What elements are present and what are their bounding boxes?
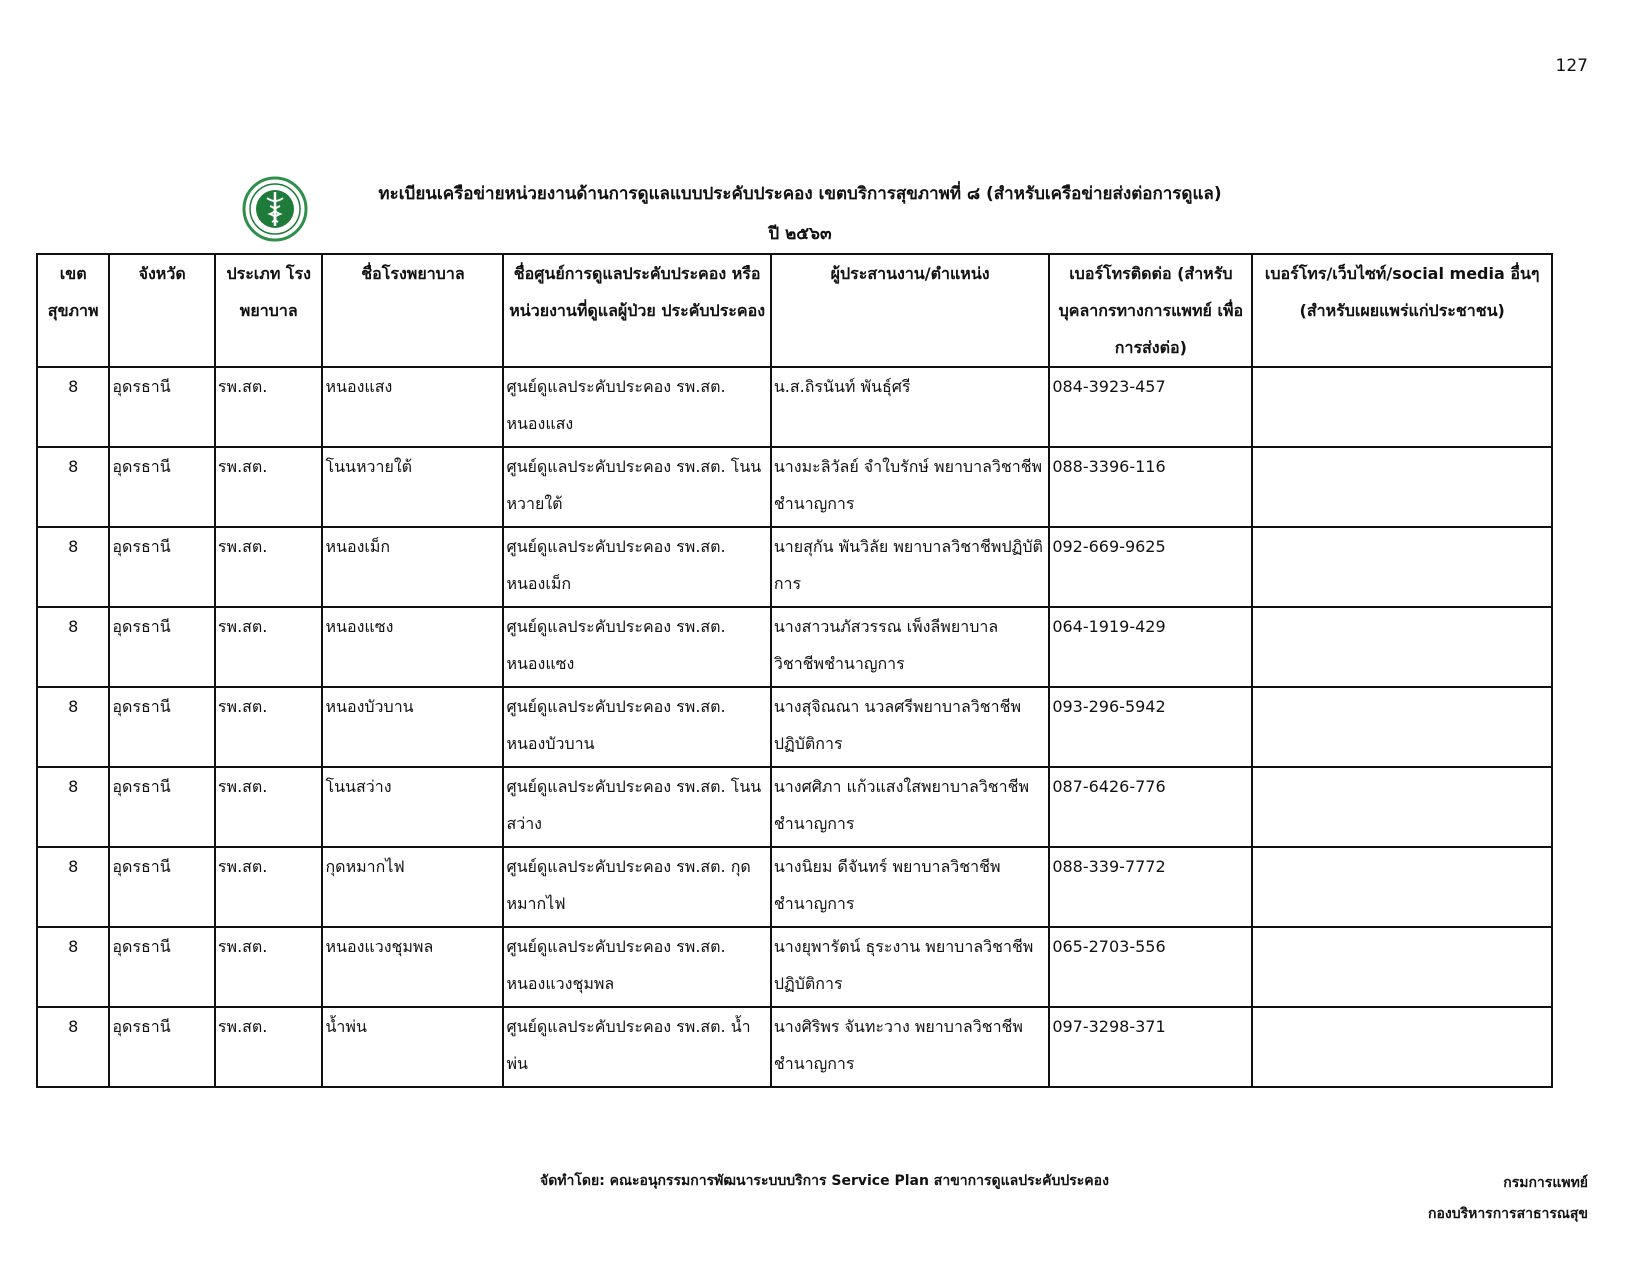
cell-region: 8 <box>37 1007 109 1087</box>
cell-coordinator: นางมะลิวัลย์ จำใบรักษ์ พยาบาลวิชาชีพชำนาญการ <box>771 447 1049 527</box>
cell-province: อุดรธานี <box>109 1007 215 1087</box>
cell-hospital-name: กุดหมากไฟ <box>322 847 503 927</box>
cell-region: 8 <box>37 767 109 847</box>
cell-hospital-type: รพ.สต. <box>215 1007 323 1087</box>
cell-public-contact <box>1252 767 1552 847</box>
cell-hospital-type: รพ.สต. <box>215 687 323 767</box>
header-hospital-name: ชื่อโรงพยาบาล <box>322 254 503 367</box>
table-row <box>37 1007 1552 1087</box>
header-region: เขต สุขภาพ <box>37 254 109 367</box>
cell-public-contact <box>1252 687 1552 767</box>
cell-coordinator: น.ส.ถิรนันท์ พันธุ์ศรี <box>771 367 1049 447</box>
cell-hospital-type: รพ.สต. <box>215 767 323 847</box>
cell-hospital-type: รพ.สต. <box>215 367 323 447</box>
header-coordinator: ผู้ประสานงาน/ตำแหน่ง <box>771 254 1049 367</box>
cell-region: 8 <box>37 367 109 447</box>
cell-hospital-type: รพ.สต. <box>215 447 323 527</box>
table-row <box>37 367 1552 447</box>
cell-hospital-type: รพ.สต. <box>215 847 323 927</box>
cell-province: อุดรธานี <box>109 367 215 447</box>
header-hospital-type: ประเภท โรงพยาบาล <box>215 254 323 367</box>
cell-public-contact <box>1252 847 1552 927</box>
footer-division: กองบริหารการสาธารณสุข <box>1427 1206 1588 1222</box>
cell-region: 8 <box>37 447 109 527</box>
cell-province: อุดรธานี <box>109 847 215 927</box>
cell-coordinator: นางนิยม ดีจันทร์ พยาบาลวิชาชีพชำนาญการ <box>771 847 1049 927</box>
cell-hospital-name: หนองแวงชุมพล <box>322 927 503 1007</box>
cell-public-contact <box>1252 527 1552 607</box>
header-staff-phone: เบอร์โทรติดต่อ (สำหรับ บุคลากรทางการแพทย์ เพื่อการส่งต่อ) <box>1049 254 1252 367</box>
cell-public-contact <box>1252 607 1552 687</box>
table-row <box>37 847 1552 927</box>
page-number: 127 <box>1555 56 1588 76</box>
cell-province: อุดรธานี <box>109 927 215 1007</box>
cell-staff-phone: 084-3923-457 <box>1049 367 1252 447</box>
header-province: จังหวัด <box>109 254 215 367</box>
cell-coordinator: นางสุจิณณา นวลศรีพยาบาลวิชาชีพ ปฏิบัติการ <box>771 687 1049 767</box>
table-row <box>37 527 1552 607</box>
table-row <box>37 767 1552 847</box>
header-public-contact: เบอร์โทร/เว็บไซท์/social media อื่นๆ (สำหรับเผยแพร่แก่ประชาชน) <box>1252 254 1552 367</box>
cell-region: 8 <box>37 527 109 607</box>
cell-province: อุดรธานี <box>109 687 215 767</box>
cell-hospital-name: น้ำพ่น <box>322 1007 503 1087</box>
cell-hospital-name: โนนสว่าง <box>322 767 503 847</box>
cell-staff-phone: 088-3396-116 <box>1049 447 1252 527</box>
cell-hospital-name: หนองบัวบาน <box>322 687 503 767</box>
table-row <box>37 687 1552 767</box>
cell-public-contact <box>1252 927 1552 1007</box>
cell-care-center: ศูนย์ดูแลประคับประคอง รพ.สต. หนองแวงชุมพล <box>503 927 770 1007</box>
cell-hospital-type: รพ.สต. <box>215 607 323 687</box>
cell-hospital-type: รพ.สต. <box>215 527 323 607</box>
header-care-center: ชื่อศูนย์การดูแลประคับประคอง หรือ หน่วยงานที่ดูแลผู้ป่วย ประคับประคอง <box>503 254 770 367</box>
cell-staff-phone: 093-296-5942 <box>1049 687 1252 767</box>
cell-staff-phone: 064-1919-429 <box>1049 607 1252 687</box>
cell-hospital-name: โนนหวายใต้ <box>322 447 503 527</box>
cell-hospital-name: หนองแซง <box>322 607 503 687</box>
cell-care-center: ศูนย์ดูแลประคับประคอง รพ.สต. โนนสว่าง <box>503 767 770 847</box>
table-header-row <box>37 254 1552 367</box>
cell-coordinator: นางศศิภา แก้วแสงใสพยาบาลวิชาชีพ ชำนาญการ <box>771 767 1049 847</box>
cell-hospital-name: หนองเม็ก <box>322 527 503 607</box>
cell-public-contact <box>1252 1007 1552 1087</box>
cell-care-center: ศูนย์ดูแลประคับประคอง รพ.สต. หนองบัวบาน <box>503 687 770 767</box>
footer-department: กรมการแพทย์ <box>1503 1175 1588 1191</box>
cell-coordinator: นางยุพารัตน์ ธุระงาน พยาบาลวิชาชีพปฏิบัติการ <box>771 927 1049 1007</box>
cell-care-center: ศูนย์ดูแลประคับประคอง รพ.สต. หนองแซง <box>503 607 770 687</box>
cell-staff-phone: 092-669-9625 <box>1049 527 1252 607</box>
ministry-of-public-health-logo <box>242 176 308 242</box>
cell-province: อุดรธานี <box>109 767 215 847</box>
cell-staff-phone: 088-339-7772 <box>1049 847 1252 927</box>
cell-province: อุดรธานี <box>109 607 215 687</box>
cell-coordinator: นายสุกัน พันวิลัย พยาบาลวิชาชีพปฏิบัติการ <box>771 527 1049 607</box>
cell-hospital-name: หนองแสง <box>322 367 503 447</box>
table-row <box>37 447 1552 527</box>
cell-care-center: ศูนย์ดูแลประคับประคอง รพ.สต. หนองเม็ก <box>503 527 770 607</box>
cell-province: อุดรธานี <box>109 447 215 527</box>
cell-public-contact <box>1252 367 1552 447</box>
cell-care-center: ศูนย์ดูแลประคับประคอง รพ.สต. หนองแสง <box>503 367 770 447</box>
cell-province: อุดรธานี <box>109 527 215 607</box>
footer-credit: จัดทำโดย: คณะอนุกรรมการพัฒนาระบบบริการ Service Plan สาขาการดูแลประคับประคอง <box>540 1173 1109 1189</box>
cell-coordinator: นางศิริพร จันทะวาง พยาบาลวิชาชีพชำนาญการ <box>771 1007 1049 1087</box>
cell-region: 8 <box>37 927 109 1007</box>
cell-care-center: ศูนย์ดูแลประคับประคอง รพ.สต. กุดหมากไฟ <box>503 847 770 927</box>
table-row <box>37 607 1552 687</box>
cell-staff-phone: 097-3298-371 <box>1049 1007 1252 1087</box>
cell-region: 8 <box>37 687 109 767</box>
cell-staff-phone: 065-2703-556 <box>1049 927 1252 1007</box>
document-title: ทะเบียนเครือข่ายหน่วยงานด้านการดูแลแบบประคับประคอง เขตบริการสุขภาพที่ ๘ (สำหรับเครือข่ายส่งต่อการดูแล) <box>378 184 1222 204</box>
network-register-table <box>36 253 1553 1088</box>
cell-region: 8 <box>37 607 109 687</box>
table-row <box>37 927 1552 1007</box>
cell-hospital-type: รพ.สต. <box>215 927 323 1007</box>
cell-care-center: ศูนย์ดูแลประคับประคอง รพ.สต. น้ำพ่น <box>503 1007 770 1087</box>
cell-public-contact <box>1252 447 1552 527</box>
cell-coordinator: นางสาวนภัสวรรณ เพ็งลีพยาบาล วิชาชีพชำนาญการ <box>771 607 1049 687</box>
cell-region: 8 <box>37 847 109 927</box>
cell-care-center: ศูนย์ดูแลประคับประคอง รพ.สต. โนนหวายใต้ <box>503 447 770 527</box>
cell-staff-phone: 087-6426-776 <box>1049 767 1252 847</box>
document-subtitle: ปี ๒๕๖๓ <box>768 224 832 244</box>
